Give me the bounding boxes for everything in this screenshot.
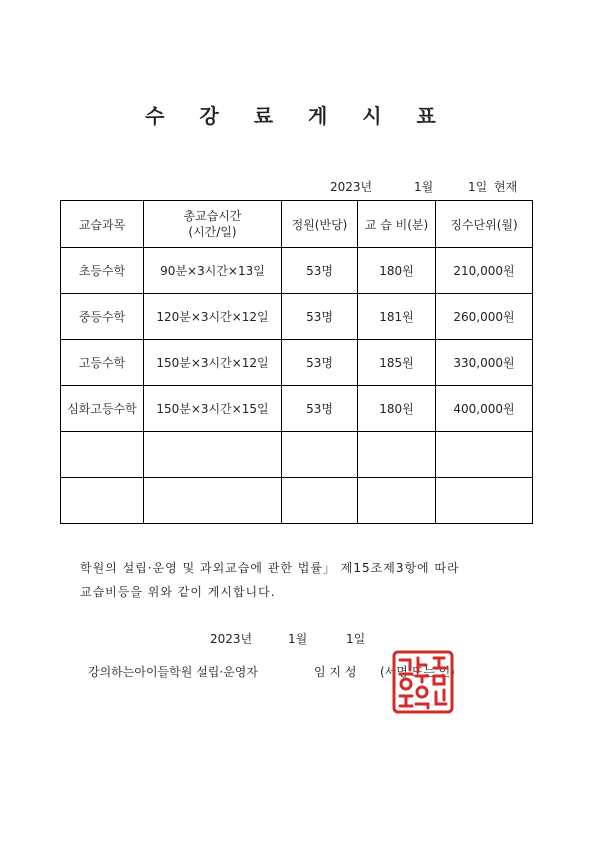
column-header: 총교습시간 (시간/일) — [144, 201, 282, 248]
table-cell — [358, 432, 436, 478]
table-cell: 180원 — [358, 386, 436, 432]
table-header-row — [61, 201, 533, 248]
tuition-table — [60, 200, 533, 524]
table-row — [61, 248, 533, 294]
column-header: 정원(반당) — [282, 201, 358, 248]
table-cell — [144, 432, 282, 478]
table-cell: 180원 — [358, 248, 436, 294]
table-cell — [144, 478, 282, 524]
operator-org: 강의하는아이들학원 설립·운영자 — [88, 665, 258, 679]
date-month: 1월 — [288, 632, 308, 646]
table-cell: 심화고등수학 — [61, 386, 144, 432]
operator-name: 임 지 성 — [314, 665, 357, 679]
date-day: 1일 — [468, 180, 488, 194]
legal-notice — [80, 556, 540, 604]
table-cell: 고등수학 — [61, 340, 144, 386]
table-cell: 초등수학 — [61, 248, 144, 294]
table-cell: 90분×3시간×13일 — [144, 248, 282, 294]
table-cell — [358, 478, 436, 524]
date-month: 1월 — [414, 180, 434, 194]
date-year: 2023년 — [210, 632, 253, 646]
table-cell — [61, 432, 144, 478]
table-cell: 중등수학 — [61, 294, 144, 340]
table-cell: 260,000원 — [436, 294, 533, 340]
table-cell: 181원 — [358, 294, 436, 340]
table-cell — [282, 478, 358, 524]
signature-mark: (서명 또는 인) — [380, 665, 455, 679]
notice-line: 교습비등을 위와 같이 게시합니다. — [80, 585, 276, 599]
table-cell: 120분×3시간×12일 — [144, 294, 282, 340]
table-cell: 150분×3시간×12일 — [144, 340, 282, 386]
table-cell: 53명 — [282, 294, 358, 340]
table-cell: 150분×3시간×15일 — [144, 386, 282, 432]
table-row — [61, 294, 533, 340]
table-row — [61, 386, 533, 432]
table-cell: 400,000원 — [436, 386, 533, 432]
table-cell: 330,000원 — [436, 340, 533, 386]
date-suffix: 현재 — [494, 180, 518, 194]
notice-line: 학원의 설립·운영 및 과외교습에 관한 법률」 제15조제3항에 따라 — [80, 561, 460, 575]
table-cell — [436, 478, 533, 524]
table-cell: 210,000원 — [436, 248, 533, 294]
table-cell: 185원 — [358, 340, 436, 386]
table-cell: 53명 — [282, 386, 358, 432]
official-seal-icon — [392, 650, 454, 714]
column-header: 징수단위(월) — [436, 201, 533, 248]
table-cell — [436, 432, 533, 478]
table-cell: 53명 — [282, 340, 358, 386]
column-header: 교 습 비(분) — [358, 201, 436, 248]
table-row — [61, 340, 533, 386]
table-row-empty — [61, 432, 533, 478]
table-row-empty — [61, 478, 533, 524]
column-header: 교습과목 — [61, 201, 144, 248]
document-title: 수 강 료 게 시 표 — [145, 104, 450, 128]
table-cell — [282, 432, 358, 478]
table-cell — [61, 478, 144, 524]
date-year: 2023년 — [330, 180, 373, 194]
date-day: 1일 — [346, 632, 366, 646]
table-cell: 53명 — [282, 248, 358, 294]
